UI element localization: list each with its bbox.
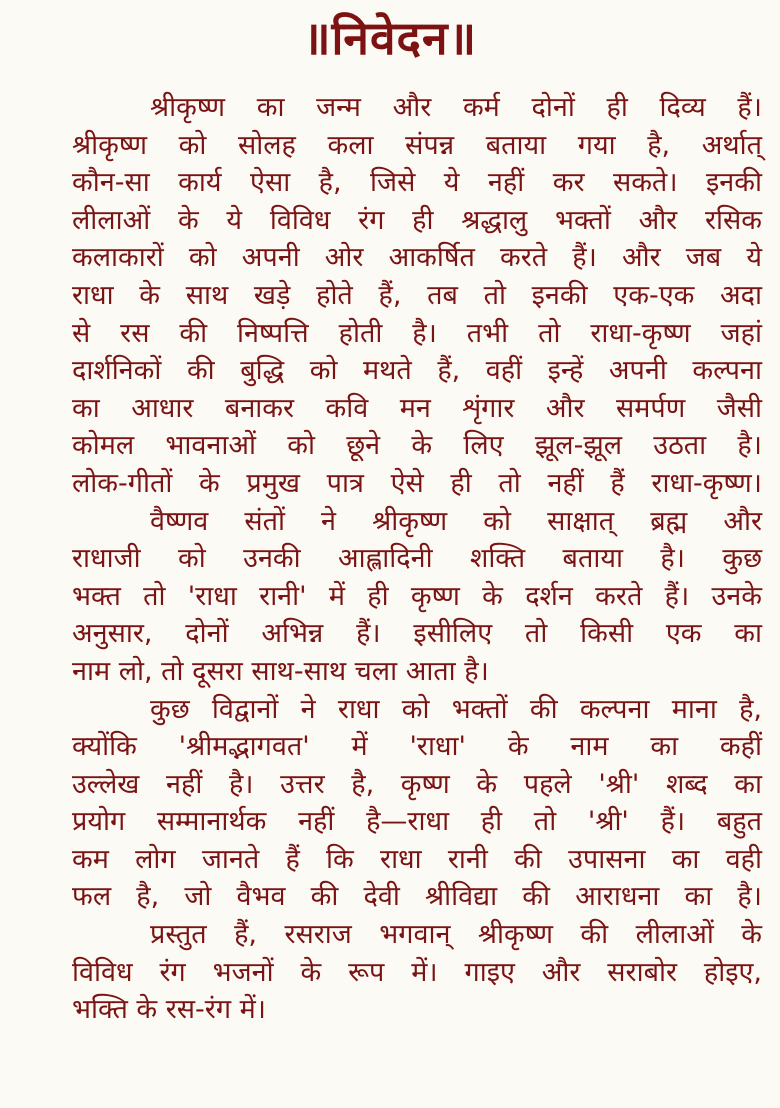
paragraph-3 <box>72 691 762 917</box>
text-line: अनुसार, दोनों अभिन्न हैं। इसीलिए तो किसी एक का <box>72 618 762 650</box>
paragraph-2 <box>72 503 762 691</box>
paragraph-4 <box>72 916 762 1029</box>
page-title: ॥निवेदन॥ <box>302 11 478 65</box>
text-line: भक्ति के रस-रंग में। <box>72 994 266 1026</box>
text-line: लीलाओं के ये विविध रंग ही श्रद्धालु भक्तों और रसिक <box>72 204 762 236</box>
text-line: नाम लो, तो दूसरा साथ-साथ चला आता है। <box>72 655 489 687</box>
text-line: का आधार बनाकर कवि मन शृंगार और समर्पण जैसी <box>72 392 762 424</box>
text-line: वैष्णव संतों ने श्रीकृष्ण को साक्षात् ब्रह्म और <box>150 505 762 537</box>
text-line: प्रयोग सम्मानार्थक नहीं है—राधा ही तो 'श्री' हैं। बहुत <box>72 806 762 838</box>
text-line: राधाजी को उनकी आह्लादिनी शक्ति बताया है। कुछ <box>72 543 762 575</box>
text-line: फल है, जो वैभव की देवी श्रीविद्या की आराधना का है। <box>72 881 762 913</box>
text-line: लोक-गीतों के प्रमुख पात्र ऐसे ही तो नहीं हैं राधा-कृष्ण। <box>72 467 762 499</box>
text-line: प्रस्तुत हैं, रसराज भगवान् श्रीकृष्ण की लीलाओं के <box>150 919 762 951</box>
text-line: श्रीकृष्ण का जन्म और कर्म दोनों ही दिव्य हैं। <box>150 92 762 123</box>
text-line: श्रीकृष्ण को सोलह कला संपन्न बताया गया है, अर्थात् <box>72 129 762 161</box>
paragraph-1 <box>72 89 762 503</box>
document-body <box>72 89 762 1029</box>
text-line: भक्त तो 'राधा रानी' में ही कृष्ण के दर्शन करते हैं। उनके <box>72 580 762 612</box>
text-line: दार्शनिकों की बुद्धि को मथते हैं, वहीं इन्हें अपनी कल्पना <box>72 355 762 387</box>
text-line: उल्लेख नहीं है। उत्तर है, कृष्ण के पहले 'श्री' शब्द का <box>72 768 762 800</box>
text-line: राधा के साथ खड़े होते हैं, तब तो इनकी एक-एक अदा <box>72 279 762 311</box>
text-line: कलाकारों को अपनी ओर आकर्षित करते हैं। और जब ये <box>72 242 762 274</box>
text-line: कुछ विद्वानों ने राधा को भक्तों की कल्पना माना है, <box>150 693 762 725</box>
text-line: से रस की निष्पत्ति होती है। तभी तो राधा-कृष्ण जहां <box>72 317 762 349</box>
text-line: क्योंकि 'श्रीमद्भागवत' में 'राधा' के नाम का कहीं <box>72 731 762 763</box>
text-line: कोमल भावनाओं को छूने के लिए झूल-झूल उठता है। <box>72 430 762 462</box>
text-line: कम लोग जानते हैं कि राधा रानी की उपासना का वही <box>72 843 762 875</box>
text-line: कौन-सा कार्य ऐसा है, जिसे ये नहीं कर सकते। इनकी <box>72 167 762 199</box>
text-line: विविध रंग भजनों के रूप में। गाइए और सराबोर होइए, <box>72 956 762 988</box>
